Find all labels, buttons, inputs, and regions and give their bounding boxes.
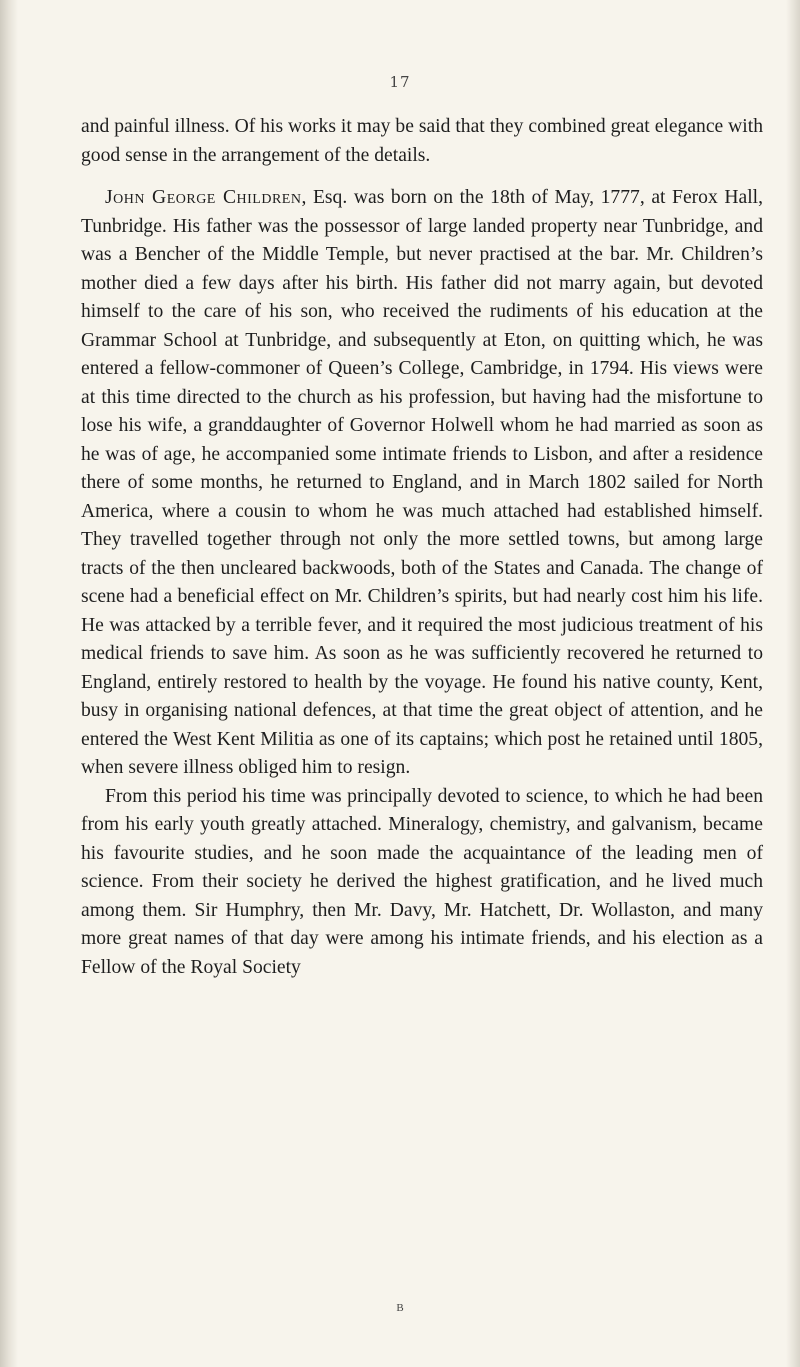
page-gutter-shadow: [0, 0, 18, 1367]
signature-mark: B: [396, 1302, 404, 1314]
page-number: 17: [389, 73, 411, 91]
paragraph-2: [81, 184, 763, 783]
paragraph-3: From this period his time was principally devoted to science, to which he had been from his early youth greatly attached. Mineralogy, chemistry, and galvanism, became his favourite studies, and he soon made the acquaintance of the leading men of science. From their society he derived the highest gratification, and he lived much among them. Sir Humphry, then Mr. Davy, Mr. Hatchett, Dr. Wollaston, and many more great names of that day were among his intimate friends, and his election as a Fellow of the Royal Society: [81, 785, 763, 978]
page-edge-shadow: [786, 0, 800, 1367]
paragraph-1: and painful illness. Of his works it may be said that they combined great elegance with good sense in the arrangement of the details.: [81, 116, 763, 166]
body-text: [81, 113, 763, 982]
paragraph-gap: [81, 170, 763, 184]
subject-name: John George Children: [105, 187, 302, 208]
paragraph-2-text: , Esq. was born on the 18th of May, 1777, at Ferox Hall, Tunbridge. His father was the possessor of large landed property near Tunbridge, and was a Bencher of the Middle Temple, but never practised at the bar. Mr. Children’s mother died a few days after his birth. His father did not marry again, but devoted himself to the care of his son, who received the rudiments of his education at the Grammar School at Tunbridge, and subsequently at Eton, on quitting which, he was entered a fellow-commoner of Queen’s College, Cambridge, in 1794. His views were at this time directed to the church as his profession, but having had the misfortune to lose his wife, a granddaughter of Governor Holwell whom he had married as soon as he was of age, he accompanied some intimate friends to Lisbon, and after a residence there of some months, he returned to England, and in March 1802 sailed for North America, where a cousin to whom he was much attached had established himself. They travelled together through not only the more settled towns, but among large tracts of the then uncleared backwoods, both of the States and Canada. The change of scene had a beneficial effect on Mr. Children’s spirits, but had nearly cost him his life. He was attacked by a terrible fever, and it required the most judicious treatment of his medical friends to save him. As soon as he was sufficiently recovered he returned to England, entirely restored to health by the voyage. He found his native county, Kent, busy in organising national defences, at that time the great object of attention, and he entered the West Kent Militia as one of its captains; which post he retained until 1805, when severe illness obliged him to resign.: [81, 187, 763, 778]
